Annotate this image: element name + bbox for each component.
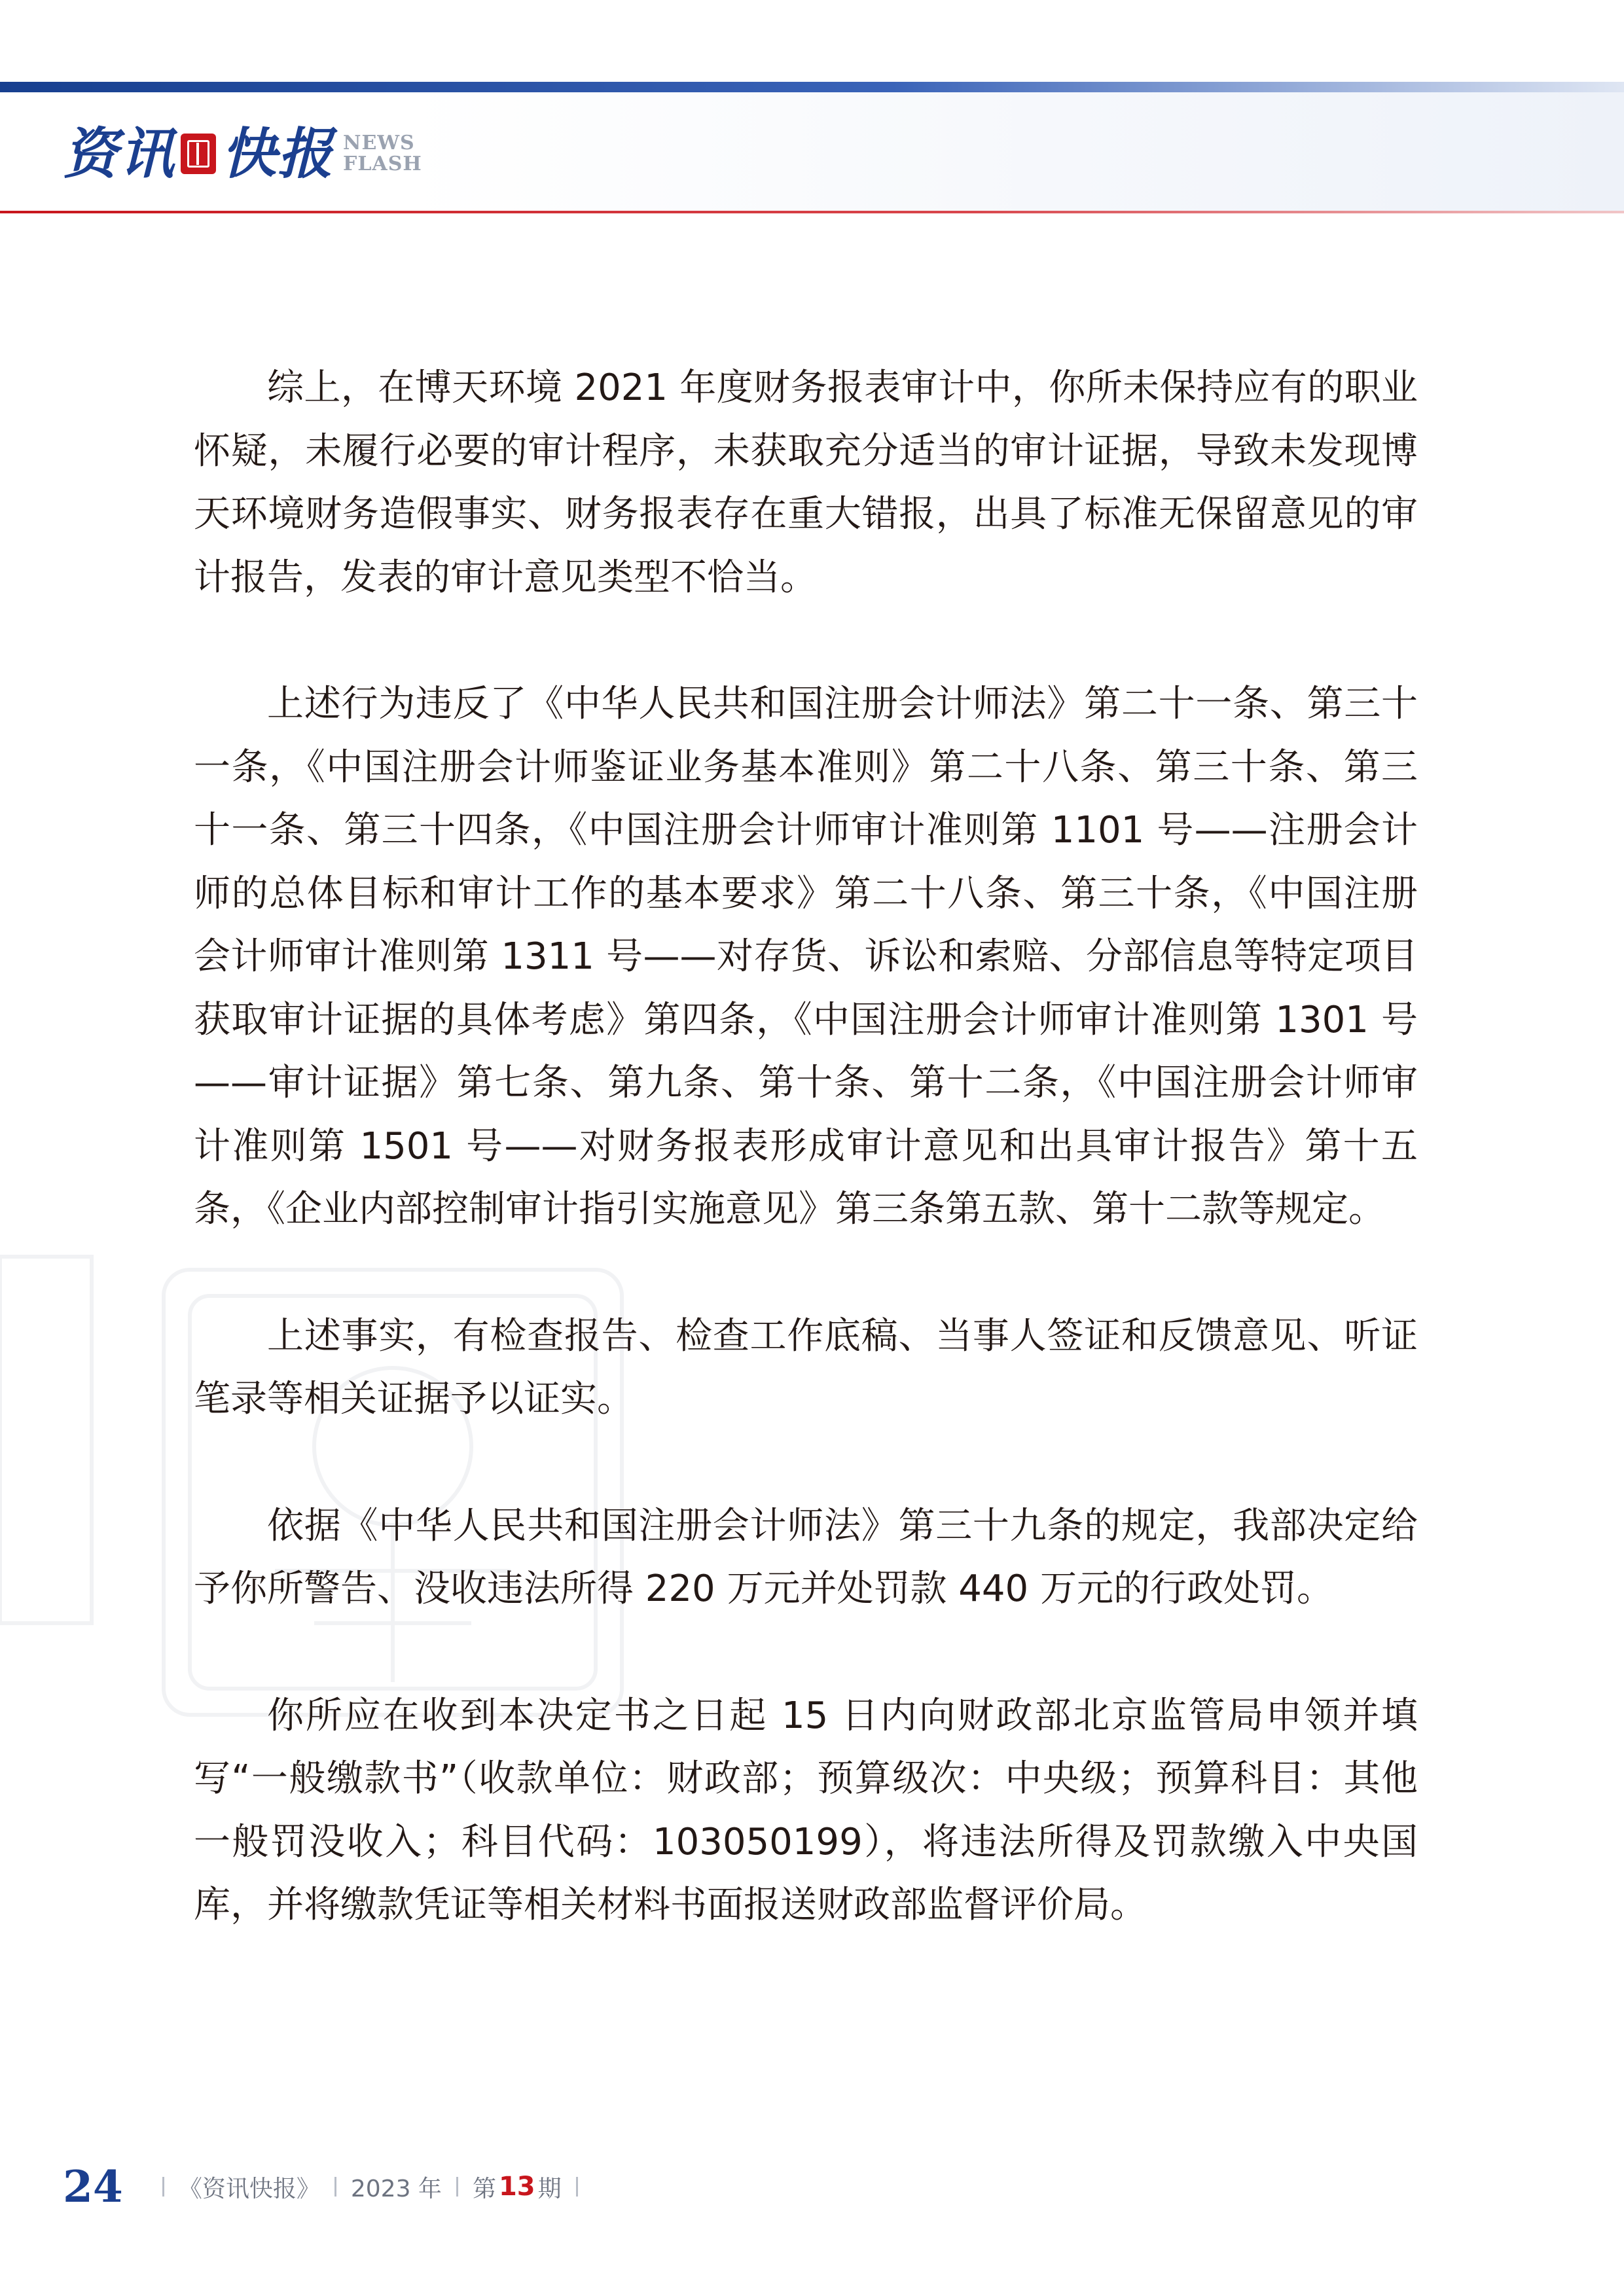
footer-publication: 《资讯快报》 [178, 2175, 320, 2202]
logo-text-right: 快报 [221, 121, 334, 186]
paragraph: 上述事实，有检查报告、检查工作底稿、当事人签证和反馈意见、听证笔录等相关证据予以证实。 [194, 1314, 1418, 1420]
paragraph: 上述行为违反了《中华人民共和国注册会计师法》第二十一条、第三十一条，《中国注册会计师鉴证业务基本准则》第二十八条、第三十条、第三十一条、第三十四条，《中国注册会计师审计准则第 1101 号——注册会计师的总体目标和审计工作的基本要求》第二十八条、第三十条，《中国注册会计师审计准则第 1311 号——对存货、诉讼和索赔、分部信息等特定项目获取审计证据的具体考虑》第四条，《中国注册会计师审计准则第 1301 号——审计证据》第七条、第九条、第十条、第十二条，《中国注册会计师审计准则第 1501 号——对财务报表形成审计意见和出具审计报告》第十五条，《企业内部控制审计指引实施意见》第三条第五款、第十二款等规定。 [194, 683, 1418, 1230]
page-number: 24 [63, 2161, 123, 2212]
logo-english-line1: NEWS [343, 132, 415, 154]
footer-issue-number: 13 [498, 2172, 535, 2202]
logo-english [343, 133, 422, 175]
document-body [194, 357, 1418, 2001]
footer-issue-prefix: 第 [472, 2175, 496, 2202]
footer-divider [162, 2177, 164, 2197]
footer-divider [334, 2177, 336, 2197]
header-bottom-rule [0, 211, 1624, 213]
logo-text-left: 资讯 [63, 121, 176, 186]
footer-year: 2023 年 [350, 2175, 442, 2202]
page-footer [63, 2157, 592, 2216]
seal-icon [181, 134, 216, 174]
footer-divider [576, 2177, 578, 2197]
header-top-rule [0, 82, 1624, 92]
footer-issue-suffix: 期 [537, 2175, 562, 2202]
paragraph: 综上，在博天环境 2021 年度财务报表审计中，你所未保持应有的职业怀疑，未履行必要的审计程序，未获取充分适当的审计证据，导致未发现博天环境财务造假事实、财务报表存在重大错报，出具了标准无保留意见的审计报告，发表的审计意见类型不恰当。 [194, 367, 1418, 599]
paragraph: 依据《中华人民共和国注册会计师法》第三十九条的规定，我部决定给予你所警告、没收违法所得 220 万元并处罚款 440 万元的行政处罚。 [194, 1504, 1418, 1610]
publication-logo [63, 118, 422, 190]
logo-english-line2: FLASH [343, 152, 422, 175]
footer-divider [456, 2177, 458, 2197]
paragraph: 你所应在收到本决定书之日起 15 日内向财政部北京监管局申领并填写“一般缴款书”（收款单位：财政部；预算级次：中央级；预算科目：其他一般罚没收入；科目代码：103050199），将违法所得及罚款缴入中央国库，并将缴款凭证等相关材料书面报送财政部监督评价局。 [194, 1694, 1418, 1926]
